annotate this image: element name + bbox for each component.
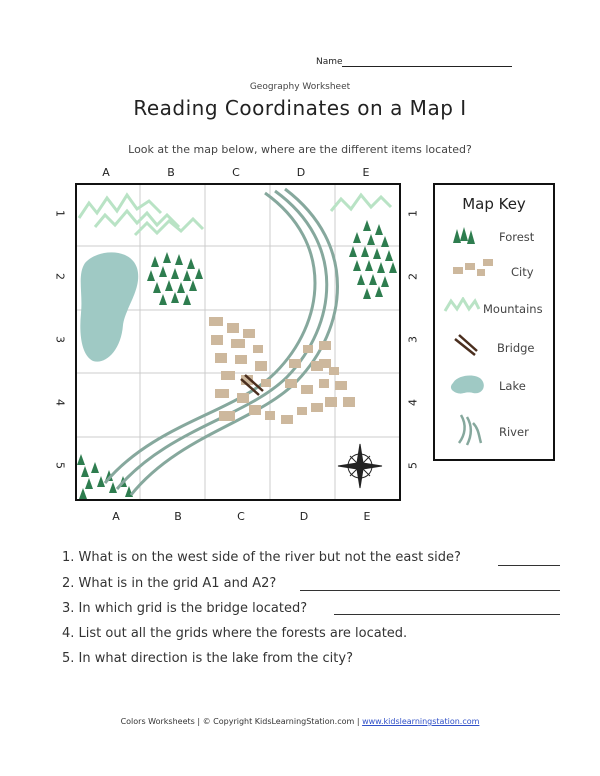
footer	[0, 717, 600, 726]
row-label-left-3: 3	[53, 336, 67, 343]
bridge-icon	[453, 333, 479, 357]
row-label-right-5: 5	[406, 462, 420, 469]
answer-line-1[interactable]	[498, 565, 560, 566]
question-3: 3. In which grid is the bridge located?	[62, 601, 308, 616]
name-label: Name	[316, 57, 343, 67]
instructions-text: Look at the map below, where are the different items located?	[128, 143, 472, 156]
river-icon	[455, 413, 485, 447]
key-label-mountains: Mountains	[483, 302, 543, 316]
row-label-right-4: 4	[406, 399, 420, 406]
key-label-lake: Lake	[499, 379, 526, 393]
question-1: 1. What is on the west side of the river but not the east side?	[62, 550, 461, 565]
col-label-bottom-c: C	[237, 510, 245, 523]
key-label-river: River	[499, 425, 529, 439]
worksheet-subtitle: Geography Worksheet	[249, 82, 351, 92]
col-label-top-d: D	[296, 166, 306, 179]
col-label-bottom-b: B	[174, 510, 182, 523]
row-label-left-2: 2	[53, 273, 67, 280]
question-5: 5. In what direction is the lake from the city?	[62, 651, 353, 666]
col-label-top-c: C	[232, 166, 240, 179]
city-icon	[451, 257, 495, 279]
forest-icon	[453, 227, 475, 245]
row-label-right-2: 2	[406, 273, 420, 280]
key-label-city: City	[511, 265, 534, 279]
answer-line-2[interactable]	[300, 590, 560, 591]
mountains-icon	[443, 297, 481, 315]
col-label-bottom-d: D	[299, 510, 309, 523]
answer-line-3[interactable]	[334, 614, 560, 615]
col-label-top-a: A	[102, 166, 110, 179]
name-field-line[interactable]	[342, 66, 512, 67]
col-label-bottom-e: E	[363, 510, 371, 523]
row-label-left-1: 1	[53, 210, 67, 217]
col-label-top-e: E	[362, 166, 370, 179]
row-label-left-5: 5	[53, 462, 67, 469]
lake-icon	[449, 373, 487, 397]
map-key	[433, 183, 555, 461]
worksheet-title: Reading Coordinates on a Map I	[133, 96, 467, 120]
key-label-forest: Forest	[499, 230, 535, 244]
row-label-right-1: 1	[406, 210, 420, 217]
map-key-title: Map Key	[462, 195, 526, 213]
col-label-top-b: B	[167, 166, 175, 179]
footer-link[interactable]: www.kidslearningstation.com	[362, 717, 480, 726]
question-4: 4. List out all the grids where the forests are located.	[62, 626, 408, 641]
row-label-left-4: 4	[53, 399, 67, 406]
key-label-bridge: Bridge	[497, 341, 535, 355]
row-label-right-3: 3	[406, 336, 420, 343]
question-2: 2. What is in the grid A1 and A2?	[62, 576, 277, 591]
col-label-bottom-a: A	[112, 510, 120, 523]
footer-copyright: Colors Worksheets | © Copyright KidsLearningStation.com |	[120, 717, 360, 726]
map-grid	[75, 183, 401, 501]
